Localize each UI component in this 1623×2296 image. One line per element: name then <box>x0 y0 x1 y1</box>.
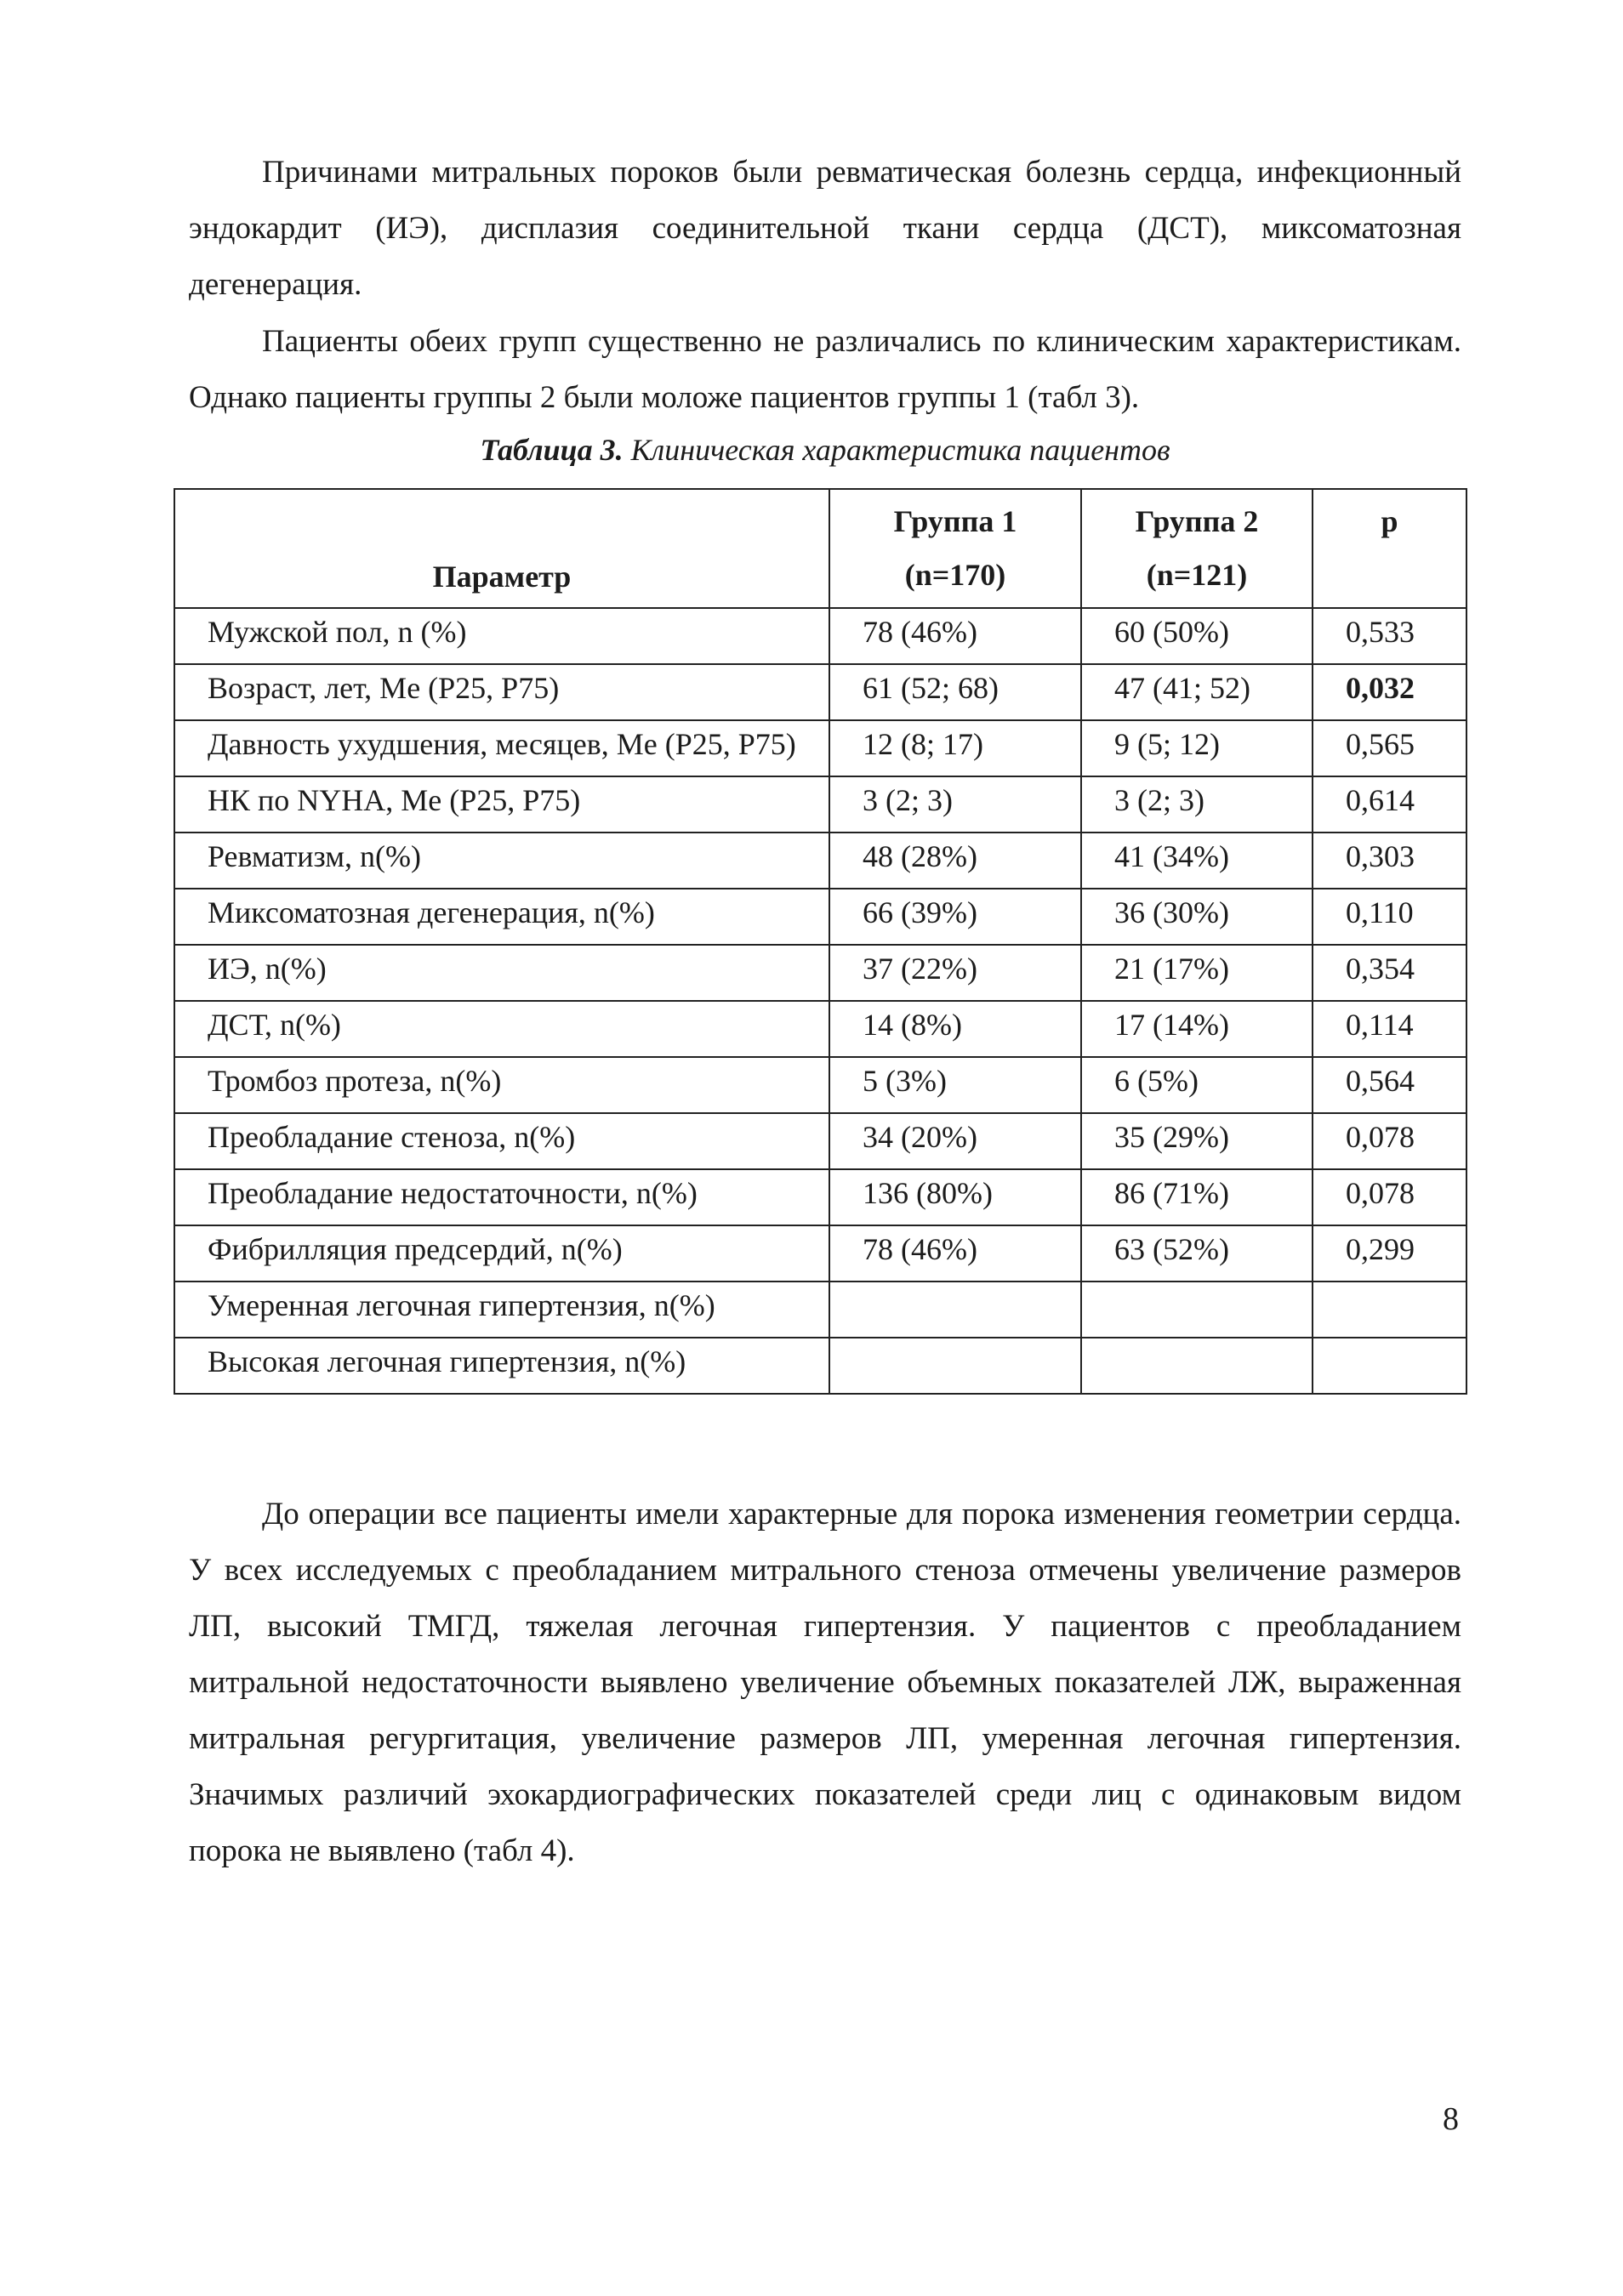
table-row <box>174 833 1466 889</box>
header-group2-title: Группа 2 <box>1135 504 1259 538</box>
cell-group2: 41 (34%) <box>1081 833 1313 889</box>
cell-p: 0,110 <box>1313 889 1466 945</box>
cell-group1: 66 (39%) <box>829 889 1081 945</box>
cell-p: 0,354 <box>1313 945 1466 1001</box>
cell-parameter: Преобладание стеноза, n(%) <box>174 1113 829 1169</box>
cell-parameter: Преобладание недостаточности, n(%) <box>174 1169 829 1225</box>
header-p-label: p <box>1381 504 1398 538</box>
cell-group2-empty <box>1081 1282 1313 1338</box>
cell-parameter: Тромбоз протеза, n(%) <box>174 1057 829 1113</box>
cell-group1: 3 (2; 3) <box>829 776 1081 833</box>
cell-parameter: Мужской пол, n (%) <box>174 608 829 664</box>
cell-parameter: ДСТ, n(%) <box>174 1001 829 1057</box>
cell-p: 0,533 <box>1313 608 1466 664</box>
cell-group1: 37 (22%) <box>829 945 1081 1001</box>
cell-parameter: Высокая легочная гипертензия, n(%) <box>174 1338 829 1394</box>
cell-group1-empty <box>829 1338 1081 1394</box>
cell-group2: 35 (29%) <box>1081 1113 1313 1169</box>
cell-parameter: НК по NYHA, Me (P25, P75) <box>174 776 829 833</box>
table-row <box>174 776 1466 833</box>
table-caption-lead: Таблица 3. <box>480 433 624 467</box>
table-row <box>174 1169 1466 1225</box>
cell-p: 0,299 <box>1313 1225 1466 1282</box>
cell-group1: 78 (46%) <box>829 1225 1081 1282</box>
header-group2-n: (n=121) <box>1146 558 1248 592</box>
cell-p-significant: 0,032 <box>1313 664 1466 720</box>
paragraph-groups-text: Пациенты обеих групп существенно не различались по клиническим характеристикам. Однако пациенты группы 2 были моложе пациентов группы 1 (табл 3). <box>189 324 1461 415</box>
table-row <box>174 664 1466 720</box>
cell-group1: 14 (8%) <box>829 1001 1081 1057</box>
cell-group2: 36 (30%) <box>1081 889 1313 945</box>
cell-p-empty <box>1313 1282 1466 1338</box>
cell-group1: 34 (20%) <box>829 1113 1081 1169</box>
table-row <box>174 720 1466 776</box>
cell-parameter: Умеренная легочная гипертензия, n(%) <box>174 1282 829 1338</box>
paragraph-causes-text: Причинами митральных пороков были ревматическая болезнь сердца, инфекционный эндокардит (ИЭ), дисплазия соединительной ткани сердца (ДСТ), миксоматозная дегенерация. <box>189 155 1461 302</box>
cell-p: 0,078 <box>1313 1169 1466 1225</box>
header-group1 <box>829 489 1081 608</box>
cell-group2: 3 (2; 3) <box>1081 776 1313 833</box>
cell-parameter: Фибрилляция предсердий, n(%) <box>174 1225 829 1282</box>
cell-group2: 63 (52%) <box>1081 1225 1313 1282</box>
cell-group1: 61 (52; 68) <box>829 664 1081 720</box>
cell-group2: 17 (14%) <box>1081 1001 1313 1057</box>
cell-p: 0,614 <box>1313 776 1466 833</box>
cell-parameter: ИЭ, n(%) <box>174 945 829 1001</box>
paragraph-causes <box>189 145 1461 313</box>
table-row <box>174 1225 1466 1282</box>
cell-group1: 136 (80%) <box>829 1169 1081 1225</box>
table-row <box>174 945 1466 1001</box>
cell-group1-empty <box>829 1282 1081 1338</box>
paragraph-echo-findings <box>189 1486 1461 1879</box>
table-row <box>174 608 1466 664</box>
table-row <box>174 1338 1466 1394</box>
header-parameter: Параметр <box>174 489 829 608</box>
cell-p-empty <box>1313 1338 1466 1394</box>
cell-group2: 60 (50%) <box>1081 608 1313 664</box>
table-row <box>174 1113 1466 1169</box>
table-row <box>174 1001 1466 1057</box>
table-row <box>174 889 1466 945</box>
cell-group2: 86 (71%) <box>1081 1169 1313 1225</box>
paragraph-echo-findings-text: До операции все пациенты имели характерные для порока изменения геометрии сердца. У всех исследуемых с преобладанием митрального стеноза отмечены увеличение размеров ЛП, высокий ТМГД, тяжелая легочная гипертензия. У пациентов с преобладанием митральной недостаточности выявлено увеличение объемных показателей ЛЖ, выраженная митральная регургитация, увеличение размеров ЛП, умеренная легочная гипертензия. Значимых различий эхокардиографических показателей среди лиц с одинаковым видом порока не выявлено (табл 4). <box>189 1497 1461 1868</box>
cell-group1: 12 (8; 17) <box>829 720 1081 776</box>
table-row <box>174 1282 1466 1338</box>
cell-group2: 21 (17%) <box>1081 945 1313 1001</box>
cell-parameter: Ревматизм, n(%) <box>174 833 829 889</box>
page-number: 8 <box>1443 2101 1459 2137</box>
cell-group2: 6 (5%) <box>1081 1057 1313 1113</box>
header-group1-title: Группа 1 <box>893 504 1017 538</box>
cell-parameter: Миксоматозная дегенерация, n(%) <box>174 889 829 945</box>
header-group1-n: (n=170) <box>904 558 1006 592</box>
header-group2 <box>1081 489 1313 608</box>
cell-group1: 5 (3%) <box>829 1057 1081 1113</box>
cell-group1: 78 (46%) <box>829 608 1081 664</box>
cell-parameter: Давность ухудшения, месяцев, Me (P25, P75) <box>174 720 829 776</box>
cell-parameter: Возраст, лет, Me (P25, P75) <box>174 664 829 720</box>
cell-group1: 48 (28%) <box>829 833 1081 889</box>
table-caption <box>189 432 1461 468</box>
cell-p: 0,114 <box>1313 1001 1466 1057</box>
clinical-characteristics-table <box>174 488 1467 1395</box>
table-caption-text: Клиническая характеристика пациентов <box>630 433 1170 467</box>
cell-group2-empty <box>1081 1338 1313 1394</box>
table-row <box>174 1057 1466 1113</box>
cell-p: 0,303 <box>1313 833 1466 889</box>
cell-p: 0,078 <box>1313 1113 1466 1169</box>
header-p <box>1313 489 1466 608</box>
table-header-row <box>174 489 1466 608</box>
cell-p: 0,565 <box>1313 720 1466 776</box>
cell-p: 0,564 <box>1313 1057 1466 1113</box>
cell-group2: 9 (5; 12) <box>1081 720 1313 776</box>
paragraph-groups <box>189 314 1461 426</box>
cell-group2: 47 (41; 52) <box>1081 664 1313 720</box>
